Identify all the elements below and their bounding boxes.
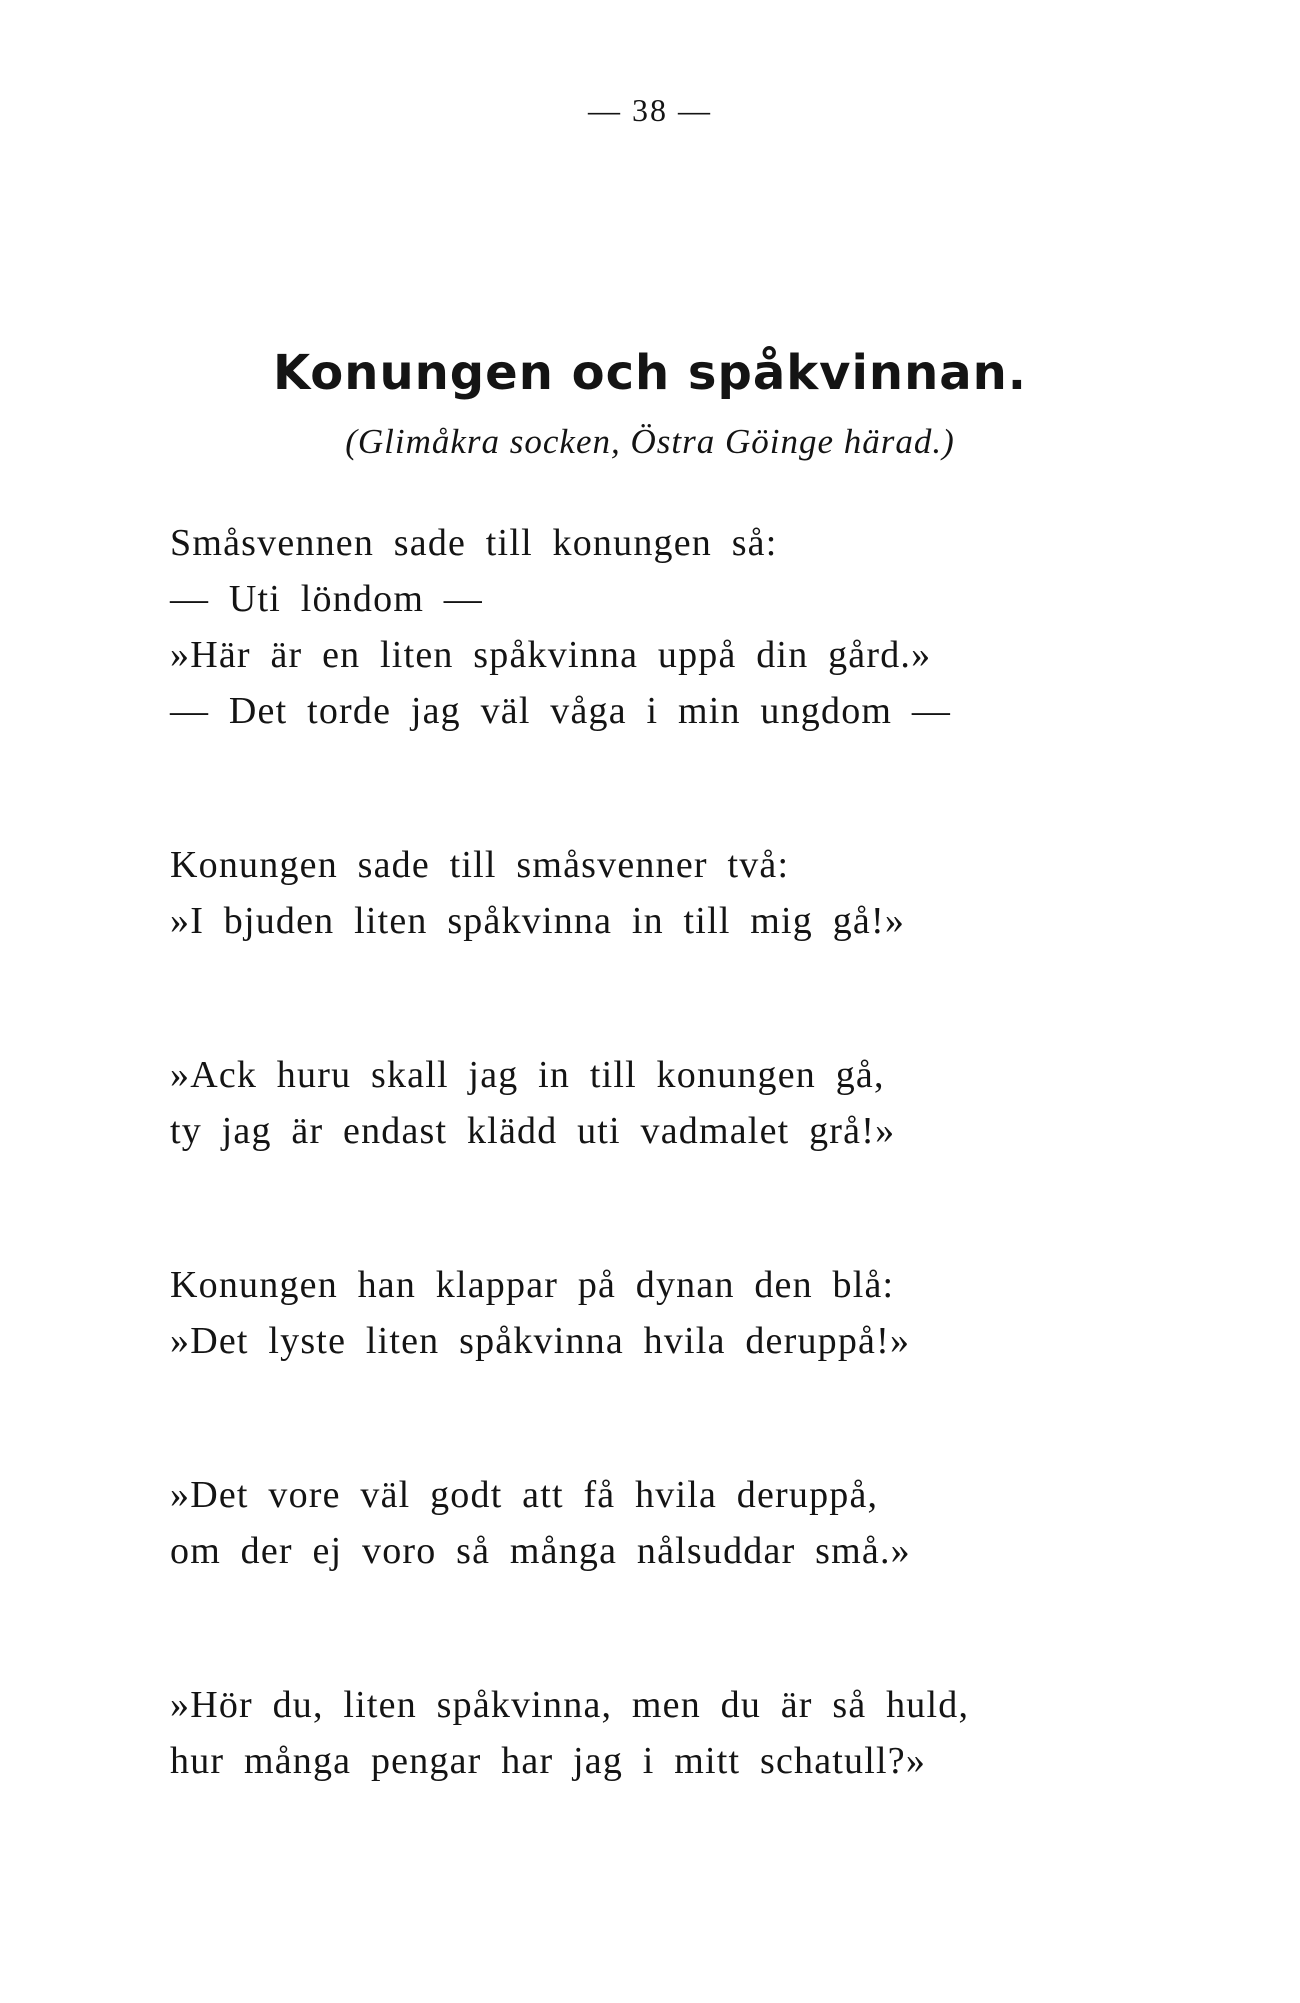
page-number: — 38 — <box>588 92 712 128</box>
poem-line: »Det lyste liten spåkvinna hvila deruppå!» <box>170 1320 911 1362</box>
stanza <box>170 1677 1170 1789</box>
poem-title: Konungen och spåkvinnan. <box>272 345 1028 401</box>
stanza <box>170 1467 1170 1579</box>
poem-body <box>170 515 1170 1789</box>
poem-line: — Det torde jag väl våga i min ungdom — <box>170 690 952 732</box>
poem-line: om der ej voro så många nålsuddar små.» <box>170 1530 911 1572</box>
poem-line: »I bjuden liten spåkvinna in till mig gå!» <box>170 900 906 942</box>
poem-line: »Hör du, liten spåkvinna, men du är så huld, <box>170 1684 970 1726</box>
poem-line: Konungen han klappar på dynan den blå: <box>170 1264 895 1306</box>
poem-line: »Här är en liten spåkvinna uppå din gård.» <box>170 634 932 676</box>
poem-line: hur många pengar har jag i mitt schatull?» <box>170 1740 927 1782</box>
poem-line: Konungen sade till småsvenner två: <box>170 844 790 886</box>
stanza <box>170 1257 1170 1369</box>
stanza <box>170 1047 1170 1159</box>
poem-line: — Uti löndom — <box>170 578 483 620</box>
poem-line: »Det vore väl godt att få hvila deruppå, <box>170 1474 879 1516</box>
poem-line: »Ack huru skall jag in till konungen gå, <box>170 1054 885 1096</box>
poem-line: ty jag är endast klädd uti vadmalet grå!» <box>170 1110 896 1152</box>
stanza <box>170 515 1170 739</box>
stanza <box>170 837 1170 949</box>
poem-line: Småsvennen sade till konungen så: <box>170 522 778 564</box>
poem-subtitle: (Glimåkra socken, Östra Göinge härad.) <box>345 422 955 461</box>
